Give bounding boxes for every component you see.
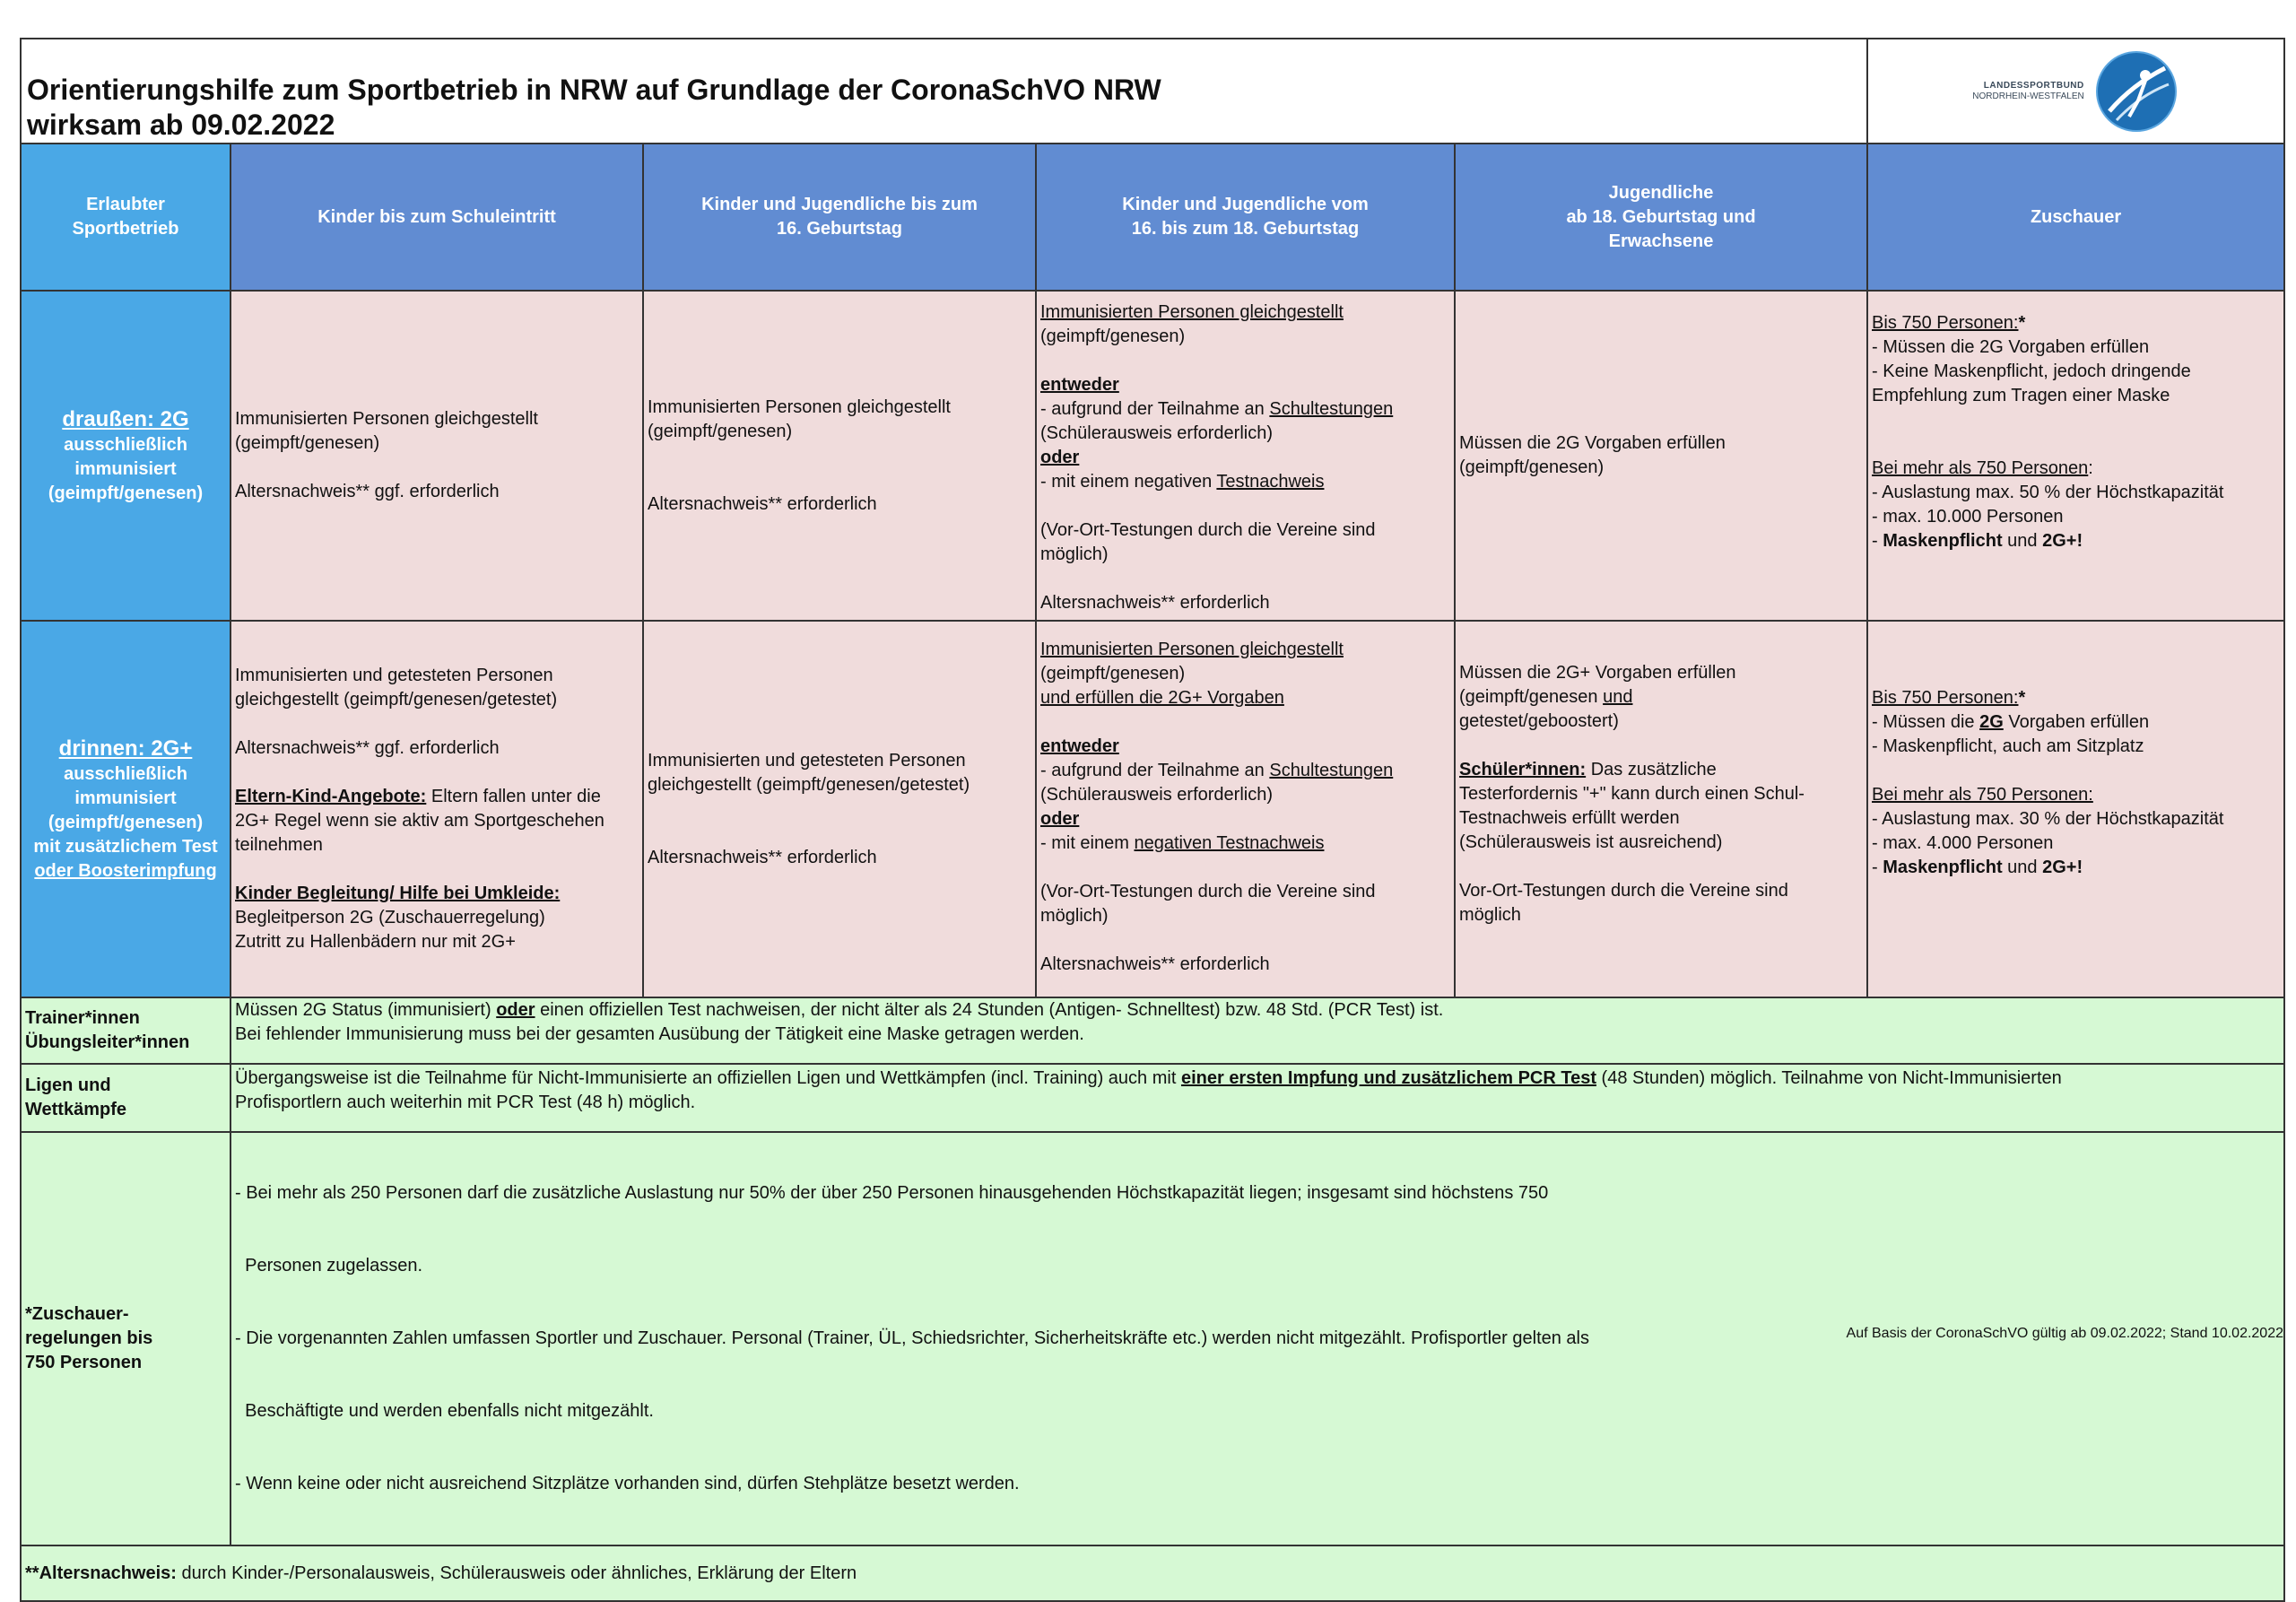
row-head-outdoor: draußen: 2G ausschließlich immunisiert (geimpft/genesen) [21, 291, 230, 621]
cell-indoor-kinder: Immunisierten und getesteten Personen gleichgestellt (geimpft/genesen/getestet) Altersnachweis** ggf. erforderlich Eltern-Kind-Angebote: Eltern fallen unter die 2G+ Regel wenn sie aktiv am Sportgeschehen teilnehmen Kinder Begleitung/ Hilfe bei Umkleide: Begleitperson 2G (Zuschauerregelung) Zutritt zu Hallenbädern nur mit 2G+ [230, 621, 643, 997]
row-head-trainer: Trainer*innen Übungsleiter*innen [21, 997, 230, 1064]
cell-outdoor-ab18: Müssen die 2G Vorgaben erfüllen (geimpft/genesen) [1455, 291, 1867, 621]
title-line-2: wirksam ab 09.02.2022 [27, 109, 335, 141]
cell-indoor-zuschauer: Bis 750 Personen:* - Müssen die 2G Vorgaben erfüllen - Maskenpflicht, auch am Sitzplatz Bei mehr als 750 Personen: - Auslastung max. 30 % der Höchstkapazität - max. 4.000 Personen - Maskenpflicht und 2G+! [1867, 621, 2284, 997]
regulation-table [20, 38, 2285, 1602]
row-altersnachweis [21, 1545, 2284, 1601]
logo-text-2: NORDRHEIN-WESTFALEN [1972, 91, 2084, 101]
cell-outdoor-bis16: Immunisierten Personen gleichgestellt (geimpft/genesen) Altersnachweis** erforderlich [643, 291, 1036, 621]
cell-zuschauer-regeln: - Bei mehr als 250 Personen darf die zusätzliche Auslastung nur 50% der über 250 Personen hinausgehenden Höchstkapazität liegen; insgesamt sind höchstens 750 Personen zugelassen. - Die vorgenannten Zahlen umfassen Sportler und Zuschauer. Personal (Trainer, ÜL, Schiedsrichter, Sicherheitskräfte etc.) werden nicht mitgezählt. Profisportler gelten als Beschäftigte und werden ebenfalls nicht mitgezählt. - Wenn keine oder nicht ausreichend Sitzplätze vorhanden sind, dürfen Stehplätze besetzt werden. [230, 1132, 2284, 1545]
row-head-ligen: Ligen und Wettkämpfe [21, 1064, 230, 1132]
header-ab-18: Jugendliche ab 18. Geburtstag und Erwachsene [1455, 144, 1867, 291]
header-bis-16: Kinder und Jugendliche bis zum 16. Geburtstag [643, 144, 1036, 291]
title-row [21, 39, 2284, 144]
cell-indoor-ab18: Müssen die 2G+ Vorgaben erfüllen (geimpft/genesen und getestet/geboostert) Schüler*innen: Das zusätzliche Testerfordernis "+" kann durch einen Schul- Testnachweis erfüllt werden (Schülerausweis ist ausreichend) Vor-Ort-Testungen durch die Vereine sind möglich [1455, 621, 1867, 997]
landessportbund-logo [1872, 48, 2280, 135]
footer-note: Auf Basis der CoronaSchVO gültig ab 09.02.2022; Stand 10.02.2022 [1846, 1326, 2283, 1341]
logo-emblem-icon [2093, 48, 2179, 135]
header-sportbetrieb: Erlaubter Sportbetrieb [21, 144, 230, 291]
row-indoor [21, 621, 2284, 997]
header-zuschauer: Zuschauer [1867, 144, 2284, 291]
row-outdoor [21, 291, 2284, 621]
cell-indoor-bis16: Immunisierten und getesteten Personen gleichgestellt (geimpft/genesen/getestet) Altersnachweis** erforderlich [643, 621, 1036, 997]
cell-indoor-16-18: Immunisierten Personen gleichgestellt (geimpft/genesen) und erfüllen die 2G+ Vorgaben entweder - aufgrund der Teilnahme an Schultestungen (Schülerausweis erforderlich) oder - mit einem negativen Testnachweis (Vor-Ort-Testungen durch die Vereine sind möglich) Altersnachweis** erforderlich [1036, 621, 1455, 997]
header-16-bis-18: Kinder und Jugendliche vom 16. bis zum 18. Geburtstag [1036, 144, 1455, 291]
cell-ligen: Übergangsweise ist die Teilnahme für Nicht-Immunisierte an offiziellen Ligen und Wettkämpfen (incl. Training) auch mit einer ersten Impfung und zusätzlichem PCR Test (48 Stunden) möglich. Teilnahme von Nicht-Immunisierten Profisportlern auch weiterhin mit PCR Test (48 h) möglich. [230, 1064, 2284, 1132]
cell-outdoor-kinder: Immunisierten Personen gleichgestellt (geimpft/genesen) Altersnachweis** ggf. erforderlich [230, 291, 643, 621]
row-trainer [21, 997, 2284, 1064]
logo-text-1: LANDESSPORTBUND [1983, 80, 2084, 91]
cell-trainer: Müssen 2G Status (immunisiert) oder einen offiziellen Test nachweisen, der nicht älter als 24 Stunden (Antigen- Schnelltest) bzw. 48 Std. (PCR Test) ist. Bei fehlender Immunisierung muss bei der gesamten Ausübung der Tätigkeit eine Maske getragen werden. [230, 997, 2284, 1064]
row-head-zuschauer-regeln: *Zuschauer- regelungen bis 750 Personen [21, 1132, 230, 1545]
cell-outdoor-zuschauer: Bis 750 Personen:* - Müssen die 2G Vorgaben erfüllen - Keine Maskenpflicht, jedoch dringende Empfehlung zum Tragen einer Maske Bei mehr als 750 Personen: - Auslastung max. 50 % der Höchstkapazität - max. 10.000 Personen - Maskenpflicht und 2G+! [1867, 291, 2284, 621]
document-title [21, 39, 1867, 144]
cell-altersnachweis: **Altersnachweis: durch Kinder-/Personalausweis, Schülerausweis oder ähnliches, Erklärung der Eltern [21, 1545, 2284, 1601]
logo-cell [1867, 39, 2284, 144]
header-kinder-schuleintritt: Kinder bis zum Schuleintritt [230, 144, 643, 291]
title-line-1: Orientierungshilfe zum Sportbetrieb in NRW auf Grundlage der CoronaSchVO NRW [27, 74, 1161, 106]
row-ligen [21, 1064, 2284, 1132]
cell-outdoor-16-18: Immunisierten Personen gleichgestellt (geimpft/genesen) entweder - aufgrund der Teilnahme an Schultestungen (Schülerausweis erforderlich) oder - mit einem negativen Testnachweis (Vor-Ort-Testungen durch die Vereine sind möglich) Altersnachweis** erforderlich [1036, 291, 1455, 621]
header-row [21, 144, 2284, 291]
row-head-indoor: drinnen: 2G+ ausschließlich immunisiert (geimpft/genesen) mit zusätzlichem Test oder Boosterimpfung [21, 621, 230, 997]
